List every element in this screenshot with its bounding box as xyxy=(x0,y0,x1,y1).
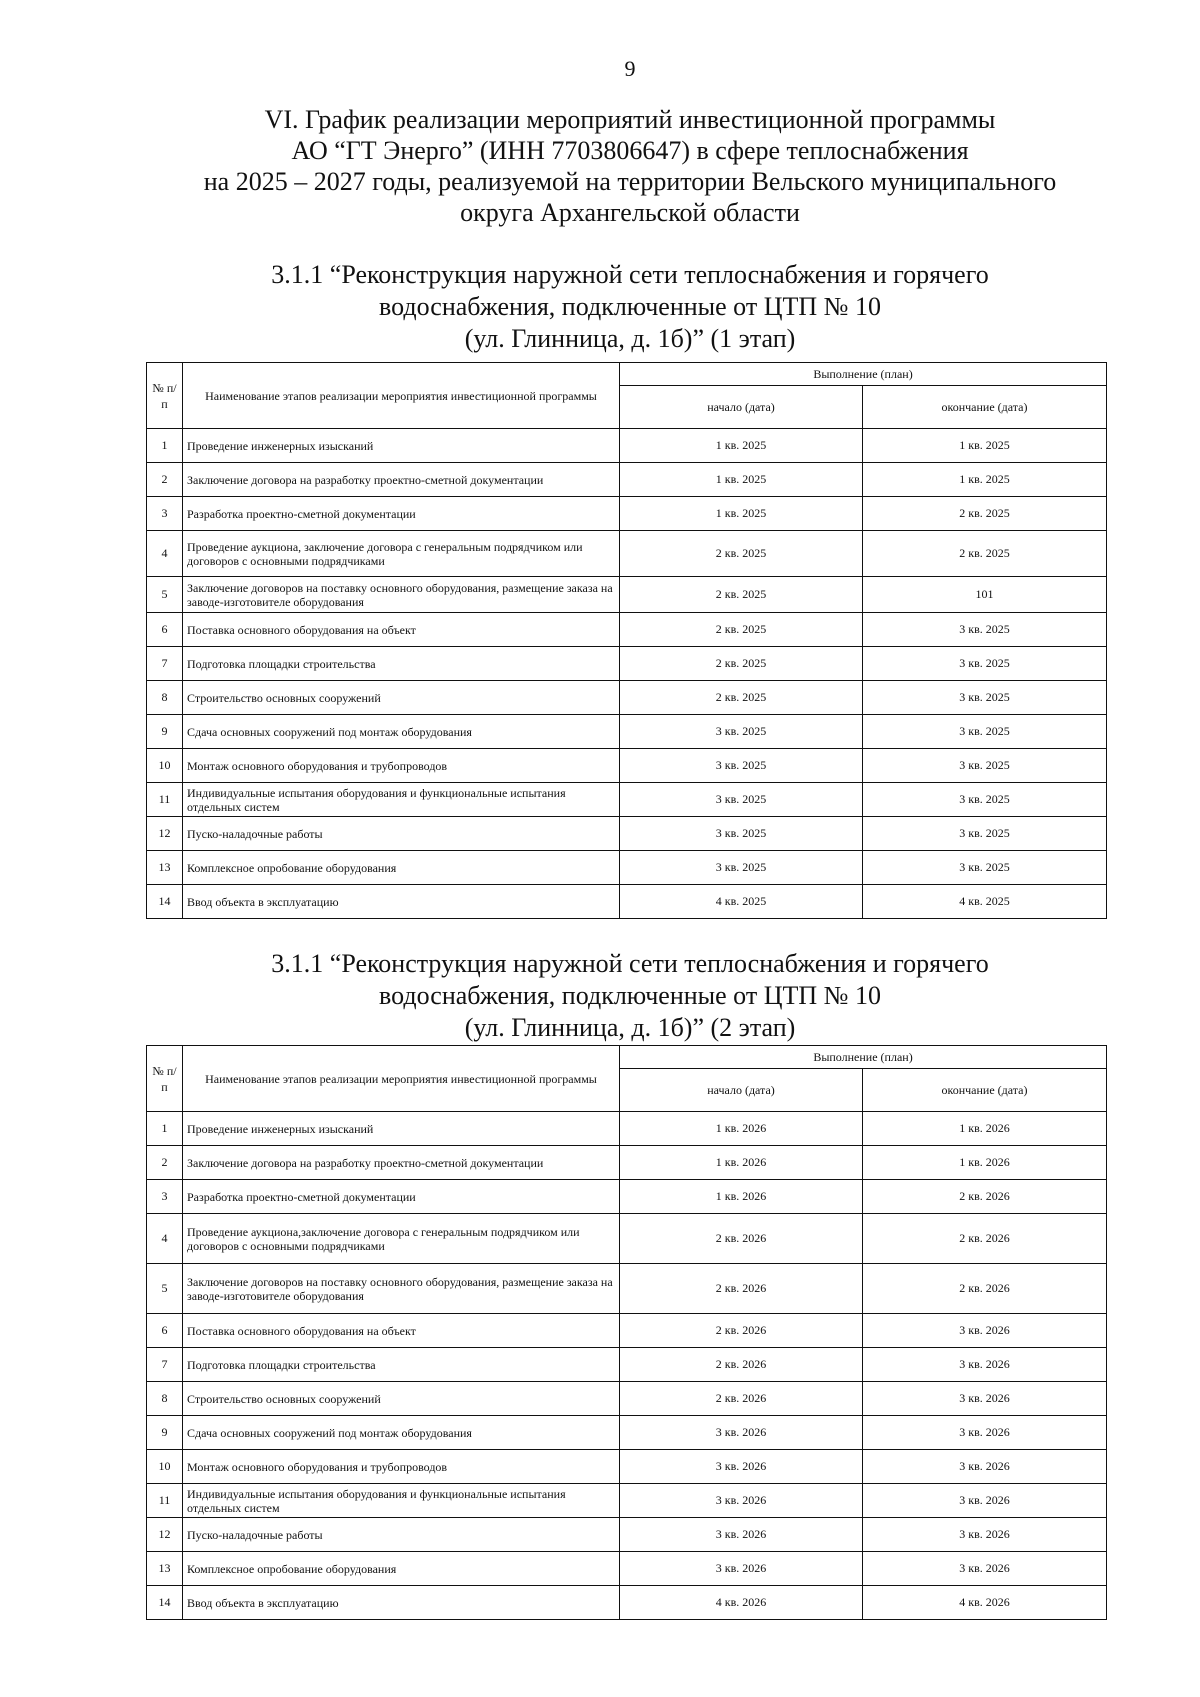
start-date: 2 кв. 2026 xyxy=(620,1314,863,1348)
section-title-line: 3.1.1 “Реконструкция наружной сети теплоснабжения и горячего xyxy=(271,260,989,289)
stage-name: Комплексное опробование оборудования xyxy=(183,851,620,885)
stage-name: Сдача основных сооружений под монтаж оборудования xyxy=(183,1416,620,1450)
stage-name: Заключение договоров на поставку основного оборудования, размещение заказа на заводе-изготовителе оборудования xyxy=(183,577,620,613)
table-row xyxy=(147,1382,1107,1416)
table-row xyxy=(147,1484,1107,1518)
start-date: 1 кв. 2026 xyxy=(620,1146,863,1180)
row-number: 12 xyxy=(147,1518,183,1552)
end-date: 3 кв. 2026 xyxy=(863,1314,1107,1348)
start-date: 3 кв. 2025 xyxy=(620,783,863,817)
end-date: 3 кв. 2026 xyxy=(863,1382,1107,1416)
start-date: 1 кв. 2026 xyxy=(620,1180,863,1214)
end-date: 3 кв. 2025 xyxy=(863,715,1107,749)
header-start: начало (дата) xyxy=(620,1069,863,1112)
end-date: 1 кв. 2025 xyxy=(863,429,1107,463)
header-stage: Наименование этапов реализации мероприятия инвестиционной программы xyxy=(183,363,620,429)
start-date: 1 кв. 2025 xyxy=(620,463,863,497)
start-date: 4 кв. 2026 xyxy=(620,1586,863,1620)
section-title-stage-2 xyxy=(0,948,1200,1044)
start-date: 3 кв. 2026 xyxy=(620,1450,863,1484)
end-date: 3 кв. 2025 xyxy=(863,613,1107,647)
row-number: 5 xyxy=(147,577,183,613)
stage-name: Проведение инженерных изысканий xyxy=(183,1112,620,1146)
end-date: 3 кв. 2026 xyxy=(863,1450,1107,1484)
row-number: 11 xyxy=(147,783,183,817)
stage-name: Проведение аукциона, заключение договора с генеральным подрядчиком или договоров с основными подрядчиками xyxy=(183,531,620,577)
start-date: 2 кв. 2026 xyxy=(620,1214,863,1264)
stage-name: Строительство основных сооружений xyxy=(183,1382,620,1416)
end-date: 2 кв. 2026 xyxy=(863,1180,1107,1214)
stage-name: Разработка проектно-сметной документации xyxy=(183,1180,620,1214)
row-number: 7 xyxy=(147,1348,183,1382)
stage-name: Монтаж основного оборудования и трубопроводов xyxy=(183,749,620,783)
stage-name: Ввод объекта в эксплуатацию xyxy=(183,885,620,919)
heading-line: VI. График реализации мероприятий инвестиционной программы xyxy=(264,105,996,134)
page-heading xyxy=(0,104,1200,228)
section-title-stage-1 xyxy=(0,259,1200,355)
row-number: 13 xyxy=(147,1552,183,1586)
start-date: 3 кв. 2026 xyxy=(620,1484,863,1518)
row-number: 6 xyxy=(147,613,183,647)
table-row xyxy=(147,885,1107,919)
end-date: 2 кв. 2025 xyxy=(863,531,1107,577)
row-number: 13 xyxy=(147,851,183,885)
stage-name: Комплексное опробование оборудования xyxy=(183,1552,620,1586)
start-date: 3 кв. 2026 xyxy=(620,1518,863,1552)
stage-name: Индивидуальные испытания оборудования и функциональные испытания отдельных систем xyxy=(183,1484,620,1518)
header-end: окончание (дата) xyxy=(863,386,1107,429)
end-date: 3 кв. 2025 xyxy=(863,749,1107,783)
row-number: 2 xyxy=(147,1146,183,1180)
row-number: 12 xyxy=(147,817,183,851)
table-row xyxy=(147,1586,1107,1620)
stage-name: Заключение договора на разработку проектно-сметной документации xyxy=(183,463,620,497)
table-row xyxy=(147,715,1107,749)
end-date: 3 кв. 2026 xyxy=(863,1518,1107,1552)
start-date: 3 кв. 2025 xyxy=(620,851,863,885)
section-title-line: водоснабжения, подключенные от ЦТП № 10 xyxy=(379,292,881,321)
table-row xyxy=(147,1348,1107,1382)
stage-name: Ввод объекта в эксплуатацию xyxy=(183,1586,620,1620)
start-date: 3 кв. 2025 xyxy=(620,715,863,749)
start-date: 3 кв. 2025 xyxy=(620,817,863,851)
section-title-line: (ул. Глинница, д. 1б)” (2 этап) xyxy=(464,1013,796,1042)
table-row xyxy=(147,497,1107,531)
start-date: 2 кв. 2025 xyxy=(620,681,863,715)
end-date: 3 кв. 2025 xyxy=(863,681,1107,715)
end-date: 3 кв. 2025 xyxy=(863,817,1107,851)
row-number: 10 xyxy=(147,1450,183,1484)
end-date: 3 кв. 2026 xyxy=(863,1484,1107,1518)
stage-name: Строительство основных сооружений xyxy=(183,681,620,715)
stage-name: Пуско-наладочные работы xyxy=(183,817,620,851)
stage-name: Пуско-наладочные работы xyxy=(183,1518,620,1552)
stage-name: Разработка проектно-сметной документации xyxy=(183,497,620,531)
table-row xyxy=(147,1180,1107,1214)
row-number: 4 xyxy=(147,1214,183,1264)
start-date: 2 кв. 2026 xyxy=(620,1348,863,1382)
table-row xyxy=(147,681,1107,715)
header-num: № п/п xyxy=(147,363,183,429)
end-date: 1 кв. 2026 xyxy=(863,1112,1107,1146)
start-date: 1 кв. 2025 xyxy=(620,497,863,531)
stage-name: Сдача основных сооружений под монтаж оборудования xyxy=(183,715,620,749)
start-date: 3 кв. 2026 xyxy=(620,1416,863,1450)
heading-line: на 2025 – 2027 годы, реализуемой на территории Вельского муниципального xyxy=(203,167,1057,196)
row-number: 9 xyxy=(147,715,183,749)
row-number: 14 xyxy=(147,1586,183,1620)
row-number: 4 xyxy=(147,531,183,577)
header-stage: Наименование этапов реализации мероприятия инвестиционной программы xyxy=(183,1046,620,1112)
heading-line: округа Архангельской области xyxy=(460,198,800,227)
table-row xyxy=(147,531,1107,577)
stage-name: Подготовка площадки строительства xyxy=(183,647,620,681)
end-date: 101 xyxy=(863,577,1107,613)
stage-name: Поставка основного оборудования на объект xyxy=(183,1314,620,1348)
row-number: 8 xyxy=(147,1382,183,1416)
table-row xyxy=(147,1264,1107,1314)
table-row xyxy=(147,1214,1107,1264)
schedule-table-stage-2 xyxy=(146,1045,1107,1620)
row-number: 8 xyxy=(147,681,183,715)
stage-name: Подготовка площадки строительства xyxy=(183,1348,620,1382)
row-number: 7 xyxy=(147,647,183,681)
table-row xyxy=(147,1518,1107,1552)
start-date: 3 кв. 2026 xyxy=(620,1552,863,1586)
stage-name: Индивидуальные испытания оборудования и функциональные испытания отдельных систем xyxy=(183,783,620,817)
table-row xyxy=(147,613,1107,647)
table-row xyxy=(147,749,1107,783)
end-date: 1 кв. 2026 xyxy=(863,1146,1107,1180)
table-row xyxy=(147,647,1107,681)
row-number: 2 xyxy=(147,463,183,497)
table-row xyxy=(147,1416,1107,1450)
row-number: 14 xyxy=(147,885,183,919)
stage-name: Заключение договора на разработку проектно-сметной документации xyxy=(183,1146,620,1180)
row-number: 11 xyxy=(147,1484,183,1518)
heading-line: АО “ГТ Энерго” (ИНН 7703806647) в сфере теплоснабжения xyxy=(291,136,969,165)
header-execution: Выполнение (план) xyxy=(620,363,1107,386)
schedule-table-stage-1 xyxy=(146,362,1107,919)
section-title-line: (ул. Глинница, д. 1б)” (1 этап) xyxy=(464,324,796,353)
section-title-line: 3.1.1 “Реконструкция наружной сети теплоснабжения и горячего xyxy=(271,949,989,978)
section-title-line: водоснабжения, подключенные от ЦТП № 10 xyxy=(379,981,881,1010)
page-number: 9 xyxy=(624,56,636,81)
table-row xyxy=(147,817,1107,851)
table-row xyxy=(147,783,1107,817)
start-date: 4 кв. 2025 xyxy=(620,885,863,919)
row-number: 3 xyxy=(147,497,183,531)
end-date: 1 кв. 2025 xyxy=(863,463,1107,497)
start-date: 2 кв. 2025 xyxy=(620,613,863,647)
row-number: 3 xyxy=(147,1180,183,1214)
header-execution: Выполнение (план) xyxy=(620,1046,1107,1069)
row-number: 6 xyxy=(147,1314,183,1348)
start-date: 2 кв. 2026 xyxy=(620,1382,863,1416)
end-date: 2 кв. 2025 xyxy=(863,497,1107,531)
row-number: 5 xyxy=(147,1264,183,1314)
header-start: начало (дата) xyxy=(620,386,863,429)
table-row xyxy=(147,429,1107,463)
end-date: 2 кв. 2026 xyxy=(863,1214,1107,1264)
end-date: 3 кв. 2025 xyxy=(863,647,1107,681)
stage-name: Заключение договоров на поставку основного оборудования, размещение заказа на заводе-изготовителе оборудования xyxy=(183,1264,620,1314)
end-date: 4 кв. 2025 xyxy=(863,885,1107,919)
row-number: 9 xyxy=(147,1416,183,1450)
header-end: окончание (дата) xyxy=(863,1069,1107,1112)
end-date: 3 кв. 2025 xyxy=(863,851,1107,885)
table-row xyxy=(147,1112,1107,1146)
stage-name: Проведение инженерных изысканий xyxy=(183,429,620,463)
start-date: 2 кв. 2025 xyxy=(620,647,863,681)
stage-name: Проведение аукциона,заключение договора с генеральным подрядчиком или договоров с основными подрядчиками xyxy=(183,1214,620,1264)
row-number: 10 xyxy=(147,749,183,783)
end-date: 3 кв. 2025 xyxy=(863,783,1107,817)
end-date: 2 кв. 2026 xyxy=(863,1264,1107,1314)
table-row xyxy=(147,1146,1107,1180)
row-number: 1 xyxy=(147,429,183,463)
end-date: 3 кв. 2026 xyxy=(863,1552,1107,1586)
start-date: 1 кв. 2025 xyxy=(620,429,863,463)
end-date: 4 кв. 2026 xyxy=(863,1586,1107,1620)
row-number: 1 xyxy=(147,1112,183,1146)
start-date: 2 кв. 2025 xyxy=(620,531,863,577)
table-row xyxy=(147,577,1107,613)
table-row xyxy=(147,1450,1107,1484)
table-row xyxy=(147,463,1107,497)
header-num: № п/п xyxy=(147,1046,183,1112)
end-date: 3 кв. 2026 xyxy=(863,1348,1107,1382)
start-date: 2 кв. 2026 xyxy=(620,1264,863,1314)
end-date: 3 кв. 2026 xyxy=(863,1416,1107,1450)
table-row xyxy=(147,1552,1107,1586)
stage-name: Монтаж основного оборудования и трубопроводов xyxy=(183,1450,620,1484)
stage-name: Поставка основного оборудования на объект xyxy=(183,613,620,647)
start-date: 2 кв. 2025 xyxy=(620,577,863,613)
table-row xyxy=(147,1314,1107,1348)
table-row xyxy=(147,851,1107,885)
start-date: 3 кв. 2025 xyxy=(620,749,863,783)
start-date: 1 кв. 2026 xyxy=(620,1112,863,1146)
